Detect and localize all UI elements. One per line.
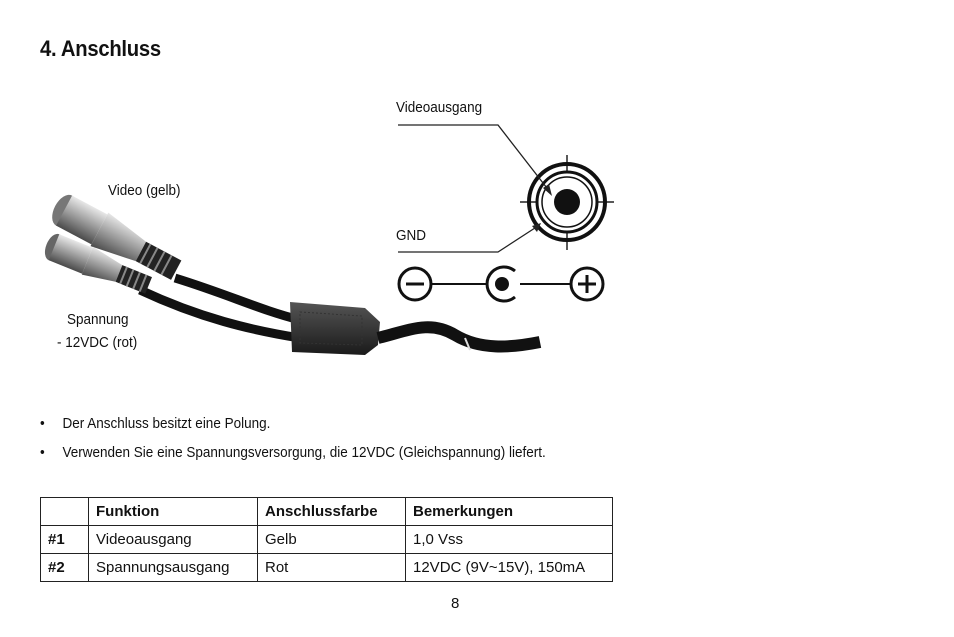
minus-icon	[399, 268, 431, 300]
table-row	[41, 526, 613, 554]
table-header-row	[41, 498, 613, 526]
dc-jack-diagram	[520, 155, 614, 250]
center-pin-icon	[487, 267, 515, 301]
table-cell: Spannungsausgang	[89, 554, 258, 582]
connection-table	[40, 497, 613, 582]
table-cell: 12VDC (9V~15V), 150mA	[406, 554, 613, 582]
label-gnd: GND	[396, 227, 427, 244]
table-cell: Gelb	[258, 526, 406, 554]
leader-video-out	[398, 125, 552, 196]
page-number: 8	[451, 595, 460, 612]
table-cell: #2	[41, 554, 89, 582]
label-power: Spannung	[67, 311, 129, 328]
label-video-output: Videoausgang	[396, 99, 483, 116]
table-header: Anschlussfarbe	[258, 498, 406, 526]
label-power-voltage: - 12VDC (rot)	[57, 334, 138, 351]
section-title: 4. Anschluss	[40, 36, 161, 61]
table-header	[41, 498, 89, 526]
main-cable	[378, 327, 540, 350]
junction-box	[290, 302, 380, 355]
table-cell: Rot	[258, 554, 406, 582]
table-cell: Videoausgang	[89, 526, 258, 554]
table-cell: 1,0 Vss	[406, 526, 613, 554]
table-row	[41, 554, 613, 582]
table-header: Bemerkungen	[406, 498, 613, 526]
list-item: • Verwenden Sie eine Spannungsversorgung, die 12VDC (Gleichspannung) liefert.	[40, 444, 546, 461]
table-header: Funktion	[89, 498, 258, 526]
list-item: • Der Anschluss besitzt eine Polung.	[40, 415, 271, 432]
bullet-list	[40, 414, 602, 472]
table-cell: #1	[41, 526, 89, 554]
label-video-yellow: Video (gelb)	[108, 182, 181, 199]
plus-icon	[571, 268, 603, 300]
